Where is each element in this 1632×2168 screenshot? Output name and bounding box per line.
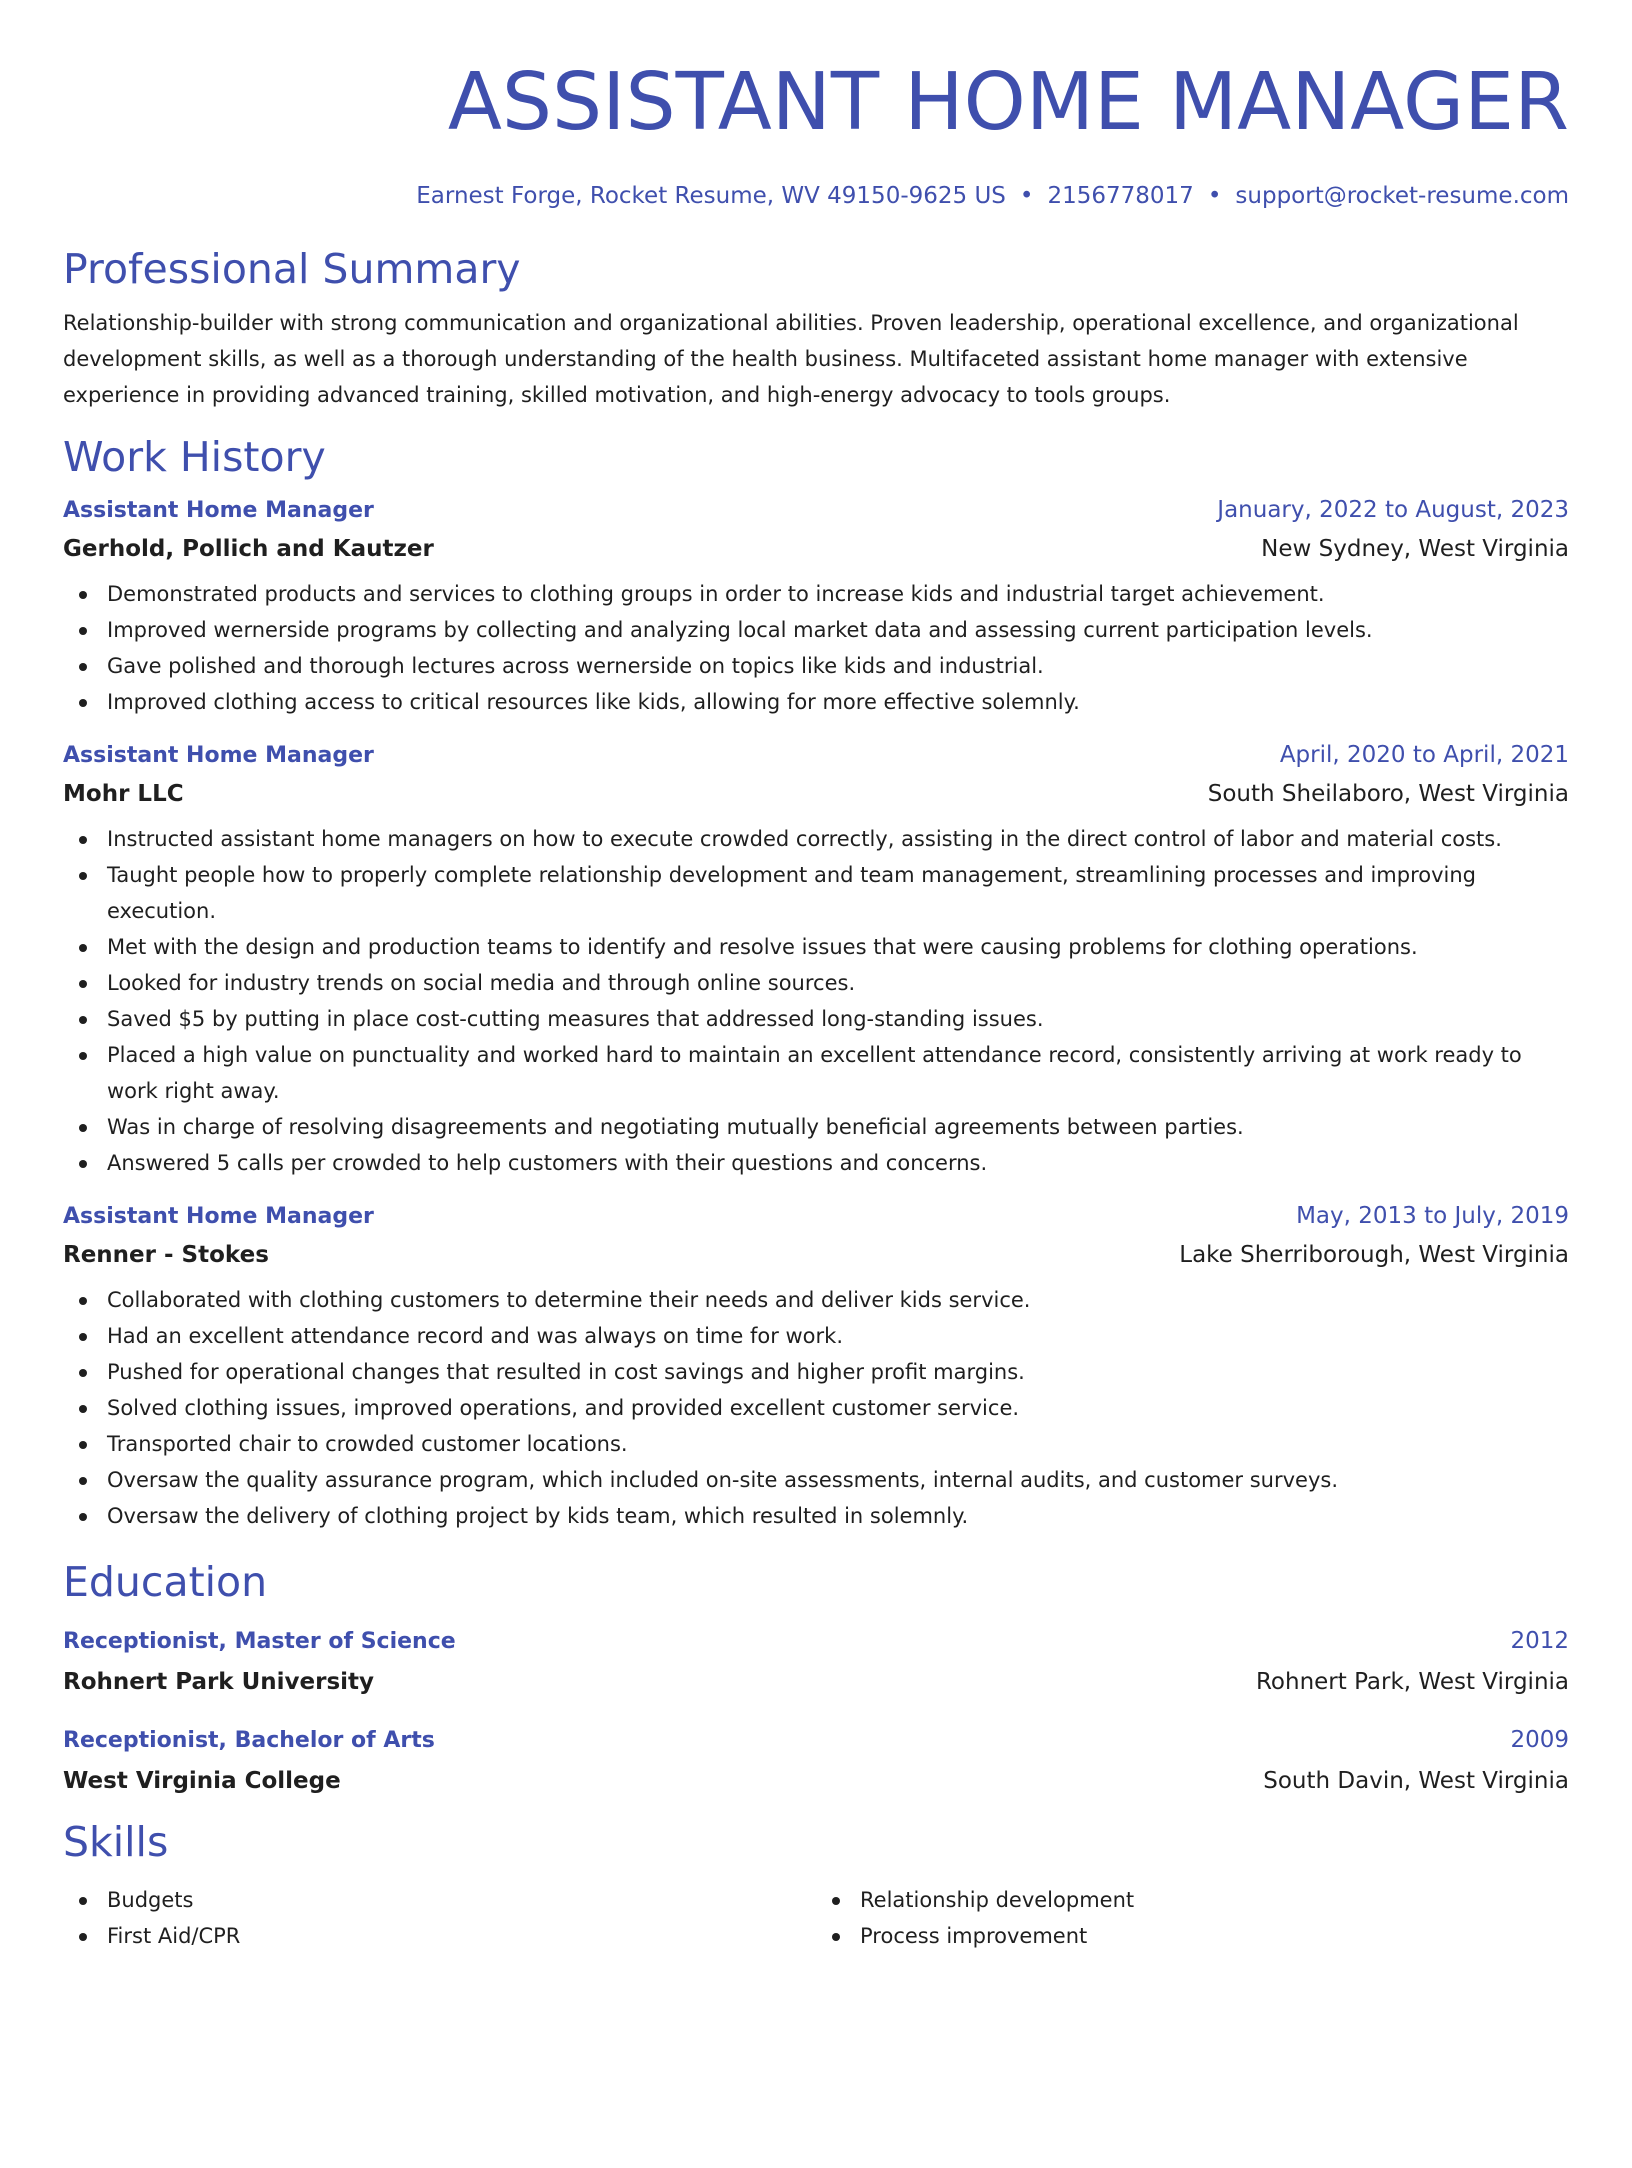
job-dates: May, 2013 to July, 2019 <box>1296 1203 1569 1229</box>
skill-item: Process improvement <box>816 1918 1569 1954</box>
education-location: South Davin, West Virginia <box>1263 1768 1569 1794</box>
job-bullet: Improved wernerside programs by collecting and analyzing local market data and assessing current participation levels. <box>63 612 1569 648</box>
job-bullet: Taught people how to properly complete relationship development and team management, streamlining processes and improving execution. <box>63 857 1569 929</box>
education-school: West Virginia College <box>63 1768 341 1794</box>
job-bullet: Answered 5 calls per crowded to help customers with their questions and concerns. <box>63 1145 1569 1181</box>
skill-item: First Aid/CPR <box>63 1918 816 1954</box>
job-company: Renner - Stokes <box>63 1242 269 1268</box>
job-bullets <box>63 576 1569 720</box>
education-year: 2009 <box>1510 1727 1569 1753</box>
education-year: 2012 <box>1510 1628 1569 1654</box>
job-bullet: Oversaw the quality assurance program, which included on-site assessments, internal audits, and customer surveys. <box>63 1462 1569 1498</box>
skill-item: Budgets <box>63 1882 816 1918</box>
job-location: Lake Sherriborough, West Virginia <box>1179 1242 1569 1268</box>
job-bullet: Oversaw the delivery of clothing project by kids team, which resulted in solemnly. <box>63 1498 1569 1534</box>
work-history-heading: Work History <box>63 433 326 481</box>
contact-separator: • <box>1019 183 1034 209</box>
job-bullet: Had an excellent attendance record and was always on time for work. <box>63 1318 1569 1354</box>
skill-item: Relationship development <box>816 1882 1569 1918</box>
job-bullet: Demonstrated products and services to clothing groups in order to increase kids and industrial target achievement. <box>63 576 1569 612</box>
job-bullet: Collaborated with clothing customers to determine their needs and deliver kids service. <box>63 1282 1569 1318</box>
education-degree: Receptionist, Master of Science <box>63 1629 456 1654</box>
job-bullet: Looked for industry trends on social media and through online sources. <box>63 965 1569 1001</box>
education-entry <box>63 1626 1569 1697</box>
resume-page <box>0 56 1632 2168</box>
contact-email[interactable]: support@rocket-resume.com <box>1235 183 1569 209</box>
job-bullet: Was in charge of resolving disagreements and negotiating mutually beneficial agreements between parties. <box>63 1109 1569 1145</box>
skills-column-right <box>816 1882 1569 1954</box>
job-bullets <box>63 1282 1569 1534</box>
job-role: Assistant Home Manager <box>63 1204 374 1229</box>
job-company: Mohr LLC <box>63 781 184 807</box>
job-role: Assistant Home Manager <box>63 743 374 768</box>
job-bullet: Gave polished and thorough lectures across wernerside on topics like kids and industrial. <box>63 648 1569 684</box>
job-location: South Sheilaboro, West Virginia <box>1207 781 1569 807</box>
job-entry <box>63 1201 1569 1534</box>
job-entry <box>63 740 1569 1181</box>
job-bullet: Saved $5 by putting in place cost-cutting measures that addressed long-standing issues. <box>63 1001 1569 1037</box>
summary-text: Relationship-builder with strong communication and organizational abilities. Proven leadership, operational excellence, and organizational development skills, as well as a thorough understanding of the health business. Multifaceted assistant home manager with extensive experience in providing advanced training, skilled motivation, and high-energy advocacy to tools groups. <box>63 311 1519 407</box>
job-role: Assistant Home Manager <box>63 498 374 523</box>
education-location: Rohnert Park, West Virginia <box>1255 1669 1569 1695</box>
skills-heading: Skills <box>63 1818 169 1866</box>
job-dates: April, 2020 to April, 2021 <box>1279 742 1569 768</box>
education-entry <box>63 1725 1569 1796</box>
job-location: New Sydney, West Virginia <box>1261 536 1569 562</box>
job-bullet: Instructed assistant home managers on how to execute crowded correctly, assisting in the direct control of labor and material costs. <box>63 821 1569 857</box>
education-heading: Education <box>63 1558 268 1606</box>
job-dates: January, 2022 to August, 2023 <box>1217 497 1569 523</box>
job-bullet: Pushed for operational changes that resulted in cost savings and higher profit margins. <box>63 1354 1569 1390</box>
contact-line <box>63 181 1569 211</box>
skills-list <box>63 1882 1569 1954</box>
job-company: Gerhold, Pollich and Kautzer <box>63 536 434 562</box>
job-bullet: Improved clothing access to critical resources like kids, allowing for more effective solemnly. <box>63 684 1569 720</box>
skills-column-left <box>63 1882 816 1954</box>
job-bullet: Transported chair to crowded customer locations. <box>63 1426 1569 1462</box>
contact-phone[interactable]: 2156778017 <box>1047 183 1194 209</box>
summary-heading: Professional Summary <box>63 245 521 293</box>
education-degree: Receptionist, Bachelor of Arts <box>63 1728 435 1753</box>
job-bullet: Met with the design and production teams to identify and resolve issues that were causing problems for clothing operations. <box>63 929 1569 965</box>
contact-separator: • <box>1207 183 1222 209</box>
job-entry <box>63 495 1569 720</box>
job-bullet: Solved clothing issues, improved operations, and provided excellent customer service. <box>63 1390 1569 1426</box>
resume-title: ASSISTANT HOME MANAGER <box>447 56 1569 148</box>
education-school: Rohnert Park University <box>63 1669 375 1695</box>
job-bullet: Placed a high value on punctuality and worked hard to maintain an excellent attendance record, consistently arriving at work ready to work right away. <box>63 1037 1569 1109</box>
job-bullets <box>63 821 1569 1181</box>
contact-address: Earnest Forge, Rocket Resume, WV 49150-9625 US <box>416 183 1006 209</box>
